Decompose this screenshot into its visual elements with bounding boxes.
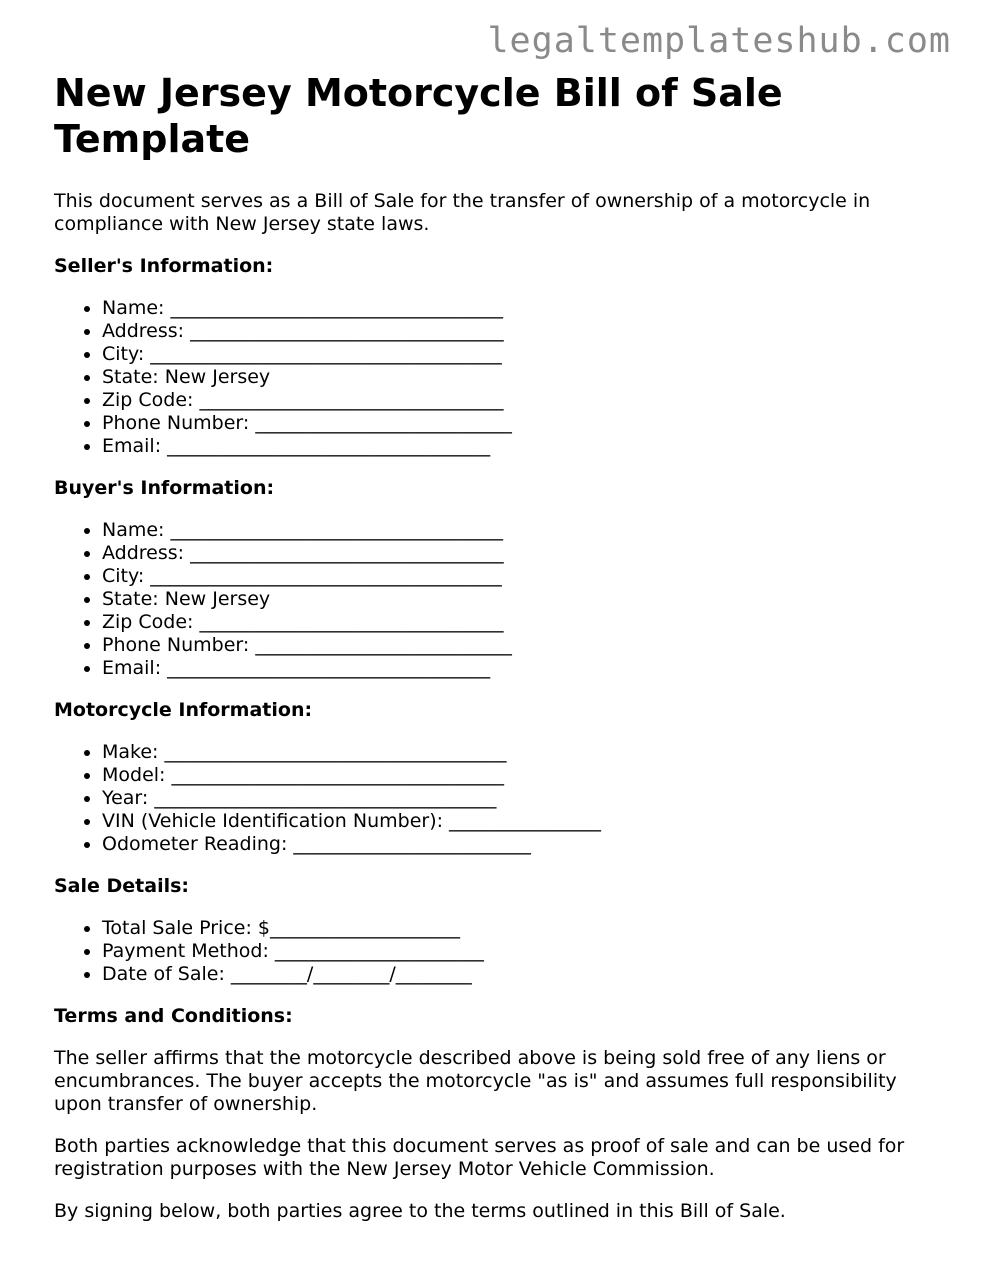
seller-city-field: • City: _____________________________________ — [102, 343, 924, 366]
seller-phone-field: • Phone Number: ___________________________ — [102, 412, 924, 435]
terms-paragraph-signing: By signing below, both parties agree to the terms outlined in this Bill of Sale. — [54, 1200, 786, 1222]
buyer-list — [54, 519, 924, 680]
terms-paragraph-proof: Both parties acknowledge that this document serves as proof of sale and can be used for registration purposes with the New Jersey Motor Vehicle Commission. — [54, 1135, 905, 1180]
terms-heading: Terms and Conditions: — [54, 1005, 293, 1027]
document-title: New Jersey Motorcycle Bill of Sale Template — [54, 71, 783, 161]
seller-list — [54, 297, 924, 458]
terms-paragraph-liens: The seller affirms that the motorcycle described above is being sold free of any liens or encumbrances. The buyer accepts the motorcycle "as is" and assumes full responsibility upon transfer of ownership. — [54, 1047, 897, 1115]
buyer-heading: Buyer's Information: — [54, 477, 275, 499]
motorcycle-make-field: • Make: ____________________________________ — [102, 741, 924, 764]
seller-state-field: • State: New Jersey — [102, 366, 924, 389]
seller-email-field: • Email: __________________________________ — [102, 435, 924, 458]
motorcycle-vin-field: • VIN (Vehicle Identification Number): ________________ — [102, 810, 924, 833]
seller-address-field: • Address: _________________________________ — [102, 320, 924, 343]
sale-date-field: • Date of Sale: ________/________/________ — [102, 963, 924, 986]
motorcycle-heading: Motorcycle Information: — [54, 699, 313, 721]
motorcycle-year-field: • Year: ____________________________________ — [102, 787, 924, 810]
seller-name-field: • Name: ___________________________________ — [102, 297, 924, 320]
buyer-address-field: • Address: _________________________________ — [102, 542, 924, 565]
intro-paragraph: This document serves as a Bill of Sale for the transfer of ownership of a motorcycle in compliance with New Jersey state laws. — [54, 190, 871, 235]
motorcycle-model-field: • Model: ___________________________________ — [102, 764, 924, 787]
motorcycle-list — [54, 741, 924, 856]
buyer-state-field: • State: New Jersey — [102, 588, 924, 611]
sale-heading: Sale Details: — [54, 875, 190, 897]
buyer-email-field: • Email: __________________________________ — [102, 657, 924, 680]
watermark: legaltemplateshub.com — [487, 21, 951, 61]
motorcycle-odometer-field: • Odometer Reading: _________________________ — [102, 833, 924, 856]
document-content — [54, 70, 924, 1223]
buyer-city-field: • City: _____________________________________ — [102, 565, 924, 588]
buyer-phone-field: • Phone Number: ___________________________ — [102, 634, 924, 657]
sale-list — [54, 917, 924, 986]
sale-price-field: • Total Sale Price: $____________________ — [102, 917, 924, 940]
buyer-zip-field: • Zip Code: ________________________________ — [102, 611, 924, 634]
seller-zip-field: • Zip Code: ________________________________ — [102, 389, 924, 412]
buyer-name-field: • Name: ___________________________________ — [102, 519, 924, 542]
payment-method-field: • Payment Method: ______________________ — [102, 940, 924, 963]
seller-heading: Seller's Information: — [54, 255, 274, 277]
